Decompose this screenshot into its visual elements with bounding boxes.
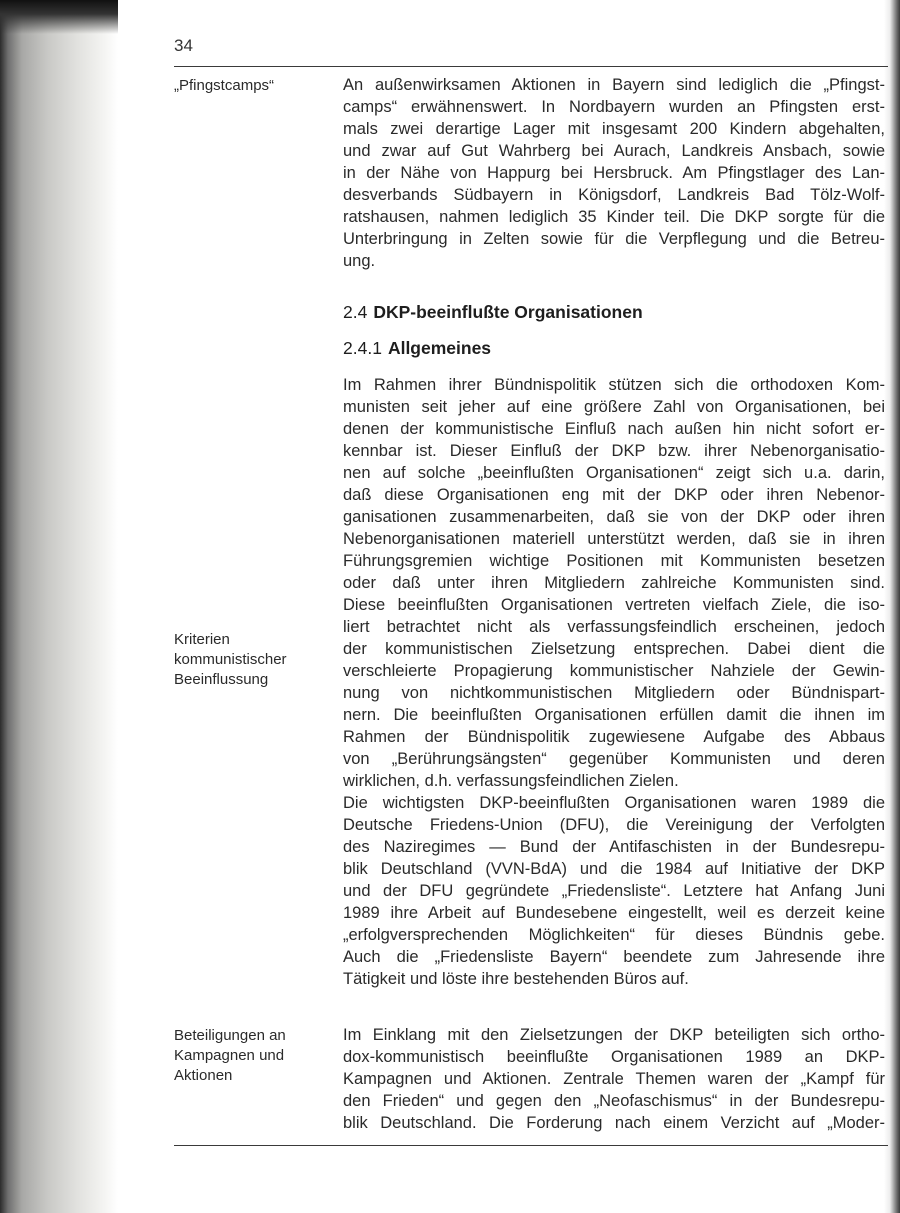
- text-line: liert betrachtet nicht als verfassungsfeindlich erscheinen, jedoch: [343, 618, 885, 636]
- text-line: An außenwirksamen Aktionen in Bayern sind lediglich die „Pfingst-: [343, 76, 885, 94]
- text-line: munisten seit jeher auf eine größere Zahl von Organisationen, bei: [343, 398, 885, 416]
- page-number: 34: [174, 36, 193, 55]
- text-line: nen auf solche „beeinflußten Organisationen“ zeigt sich u.a. darin,: [343, 464, 885, 482]
- text-line: „erfolgversprechenden Möglichkeiten“ für dieses Bündnis gebe.: [343, 926, 885, 944]
- text-line: Die wichtigsten DKP-beeinflußten Organisationen waren 1989 die: [343, 794, 885, 812]
- text-line: blik Deutschland (VVN-BdA) und die 1984 auf Initiative der DKP: [343, 860, 885, 878]
- text-line: denen der kommunistische Einfluß nach außen hin nicht sofort er-: [343, 420, 885, 438]
- paragraph-organisationen: [343, 792, 885, 990]
- section-number: 2.4.1: [343, 338, 382, 358]
- paragraph-allgemeines: [343, 374, 885, 792]
- text-line: nern. Die beeinflußten Organisationen erfüllen damit die ihnen im: [343, 706, 885, 724]
- footer-rule: [174, 1145, 888, 1146]
- margin-note-line: Kriterien: [174, 631, 230, 648]
- text-line: oder daß unter ihren Mitgliedern zahlreiche Kommunisten sind.: [343, 574, 885, 592]
- text-line: Rahmen der Bündnispolitik zugewiesene Aufgabe des Abbaus: [343, 728, 885, 746]
- text-line: Tätigkeit und löste ihre bestehenden Büros auf.: [343, 970, 689, 988]
- header-rule: [174, 66, 888, 67]
- text-line: der kommunistischen Zielsetzung entsprechen. Dabei dient die: [343, 640, 885, 658]
- margin-note-line: Beteiligungen an: [174, 1027, 286, 1044]
- margin-note-line: Kampagnen und: [174, 1047, 285, 1064]
- text-line: ung.: [343, 252, 376, 270]
- text-line: und zwar auf Gut Wahrberg bei Aurach, Landkreis Ansbach, sowie: [343, 142, 885, 160]
- text-line: daß diese Organisationen eng mit der DKP oder ihren Nebenor-: [343, 486, 885, 504]
- text-line: Im Rahmen ihrer Bündnispolitik stützen sich die orthodoxen Kom-: [343, 376, 885, 394]
- margin-note-line: Beeinflussung: [174, 671, 269, 688]
- text-line: Auch die „Friedensliste Bayern“ beendete zum Jahresende ihre: [343, 948, 885, 966]
- section-number: 2.4: [343, 302, 368, 322]
- text-line: verschleierte Propagierung kommunistischer Nahziele der Gewin-: [343, 662, 885, 680]
- paragraph-kampagnen: [343, 1024, 885, 1134]
- text-line: mals zwei derartige Lager mit insgesamt 200 Kindern abgehalten,: [343, 120, 885, 138]
- text-line: des Naziregimes — Bund der Antifaschisten in der Bundesrepu-: [343, 838, 885, 856]
- section-title: DKP-beeinflußte Organisationen: [373, 302, 643, 322]
- text-line: den Frieden“ und gegen den „Neofaschismus“ in der Bundesrepu-: [343, 1092, 885, 1110]
- margin-note-line: „Pfingstcamps“: [174, 77, 275, 94]
- text-line: Diese beeinflußten Organisationen vertreten vielfach Ziele, die iso-: [343, 596, 885, 614]
- text-line: camps“ erwähnenswert. In Nordbayern wurden an Pfingsten erst-: [343, 98, 885, 116]
- page-edge-shadow: [884, 0, 900, 1213]
- section-title: Allgemeines: [387, 338, 492, 358]
- margin-note-beteiligungen: [174, 1026, 324, 1086]
- text-line: ratshausen, nahmen lediglich 35 Kinder teil. Die DKP sorgte für die: [343, 208, 885, 226]
- section-heading-2-4-1: [343, 338, 491, 359]
- text-line: wirklichen, d.h. verfassungsfeindlichen Zielen.: [343, 772, 679, 790]
- text-line: ganisationen zusammenarbeiten, daß sie von der DKP oder ihren: [343, 508, 885, 526]
- text-line: desverbands Südbayern in Königsdorf, Landkreis Bad Tölz-Wolf-: [343, 186, 885, 204]
- text-line: kennbar ist. Dieser Einfluß der DKP bzw. ihrer Nebenorganisatio-: [343, 442, 885, 460]
- binding-top-shadow: [0, 0, 118, 34]
- text-line: nung von nichtkommunistischen Mitgliedern oder Bündnispart-: [343, 684, 885, 702]
- paragraph-pfingstcamps: [343, 74, 885, 272]
- text-line: 1989 ihre Arbeit auf Bundesebene eingestellt, weil es derzeit keine: [343, 904, 885, 922]
- text-line: Deutsche Friedens-Union (DFU), die Vereinigung der Verfolgten: [343, 816, 885, 834]
- book-binding-shadow: [0, 0, 118, 1213]
- text-line: in der Nähe von Happurg bei Hersbruck. Am Pfingstlager des Lan-: [343, 164, 885, 182]
- text-line: von „Berührungsängsten“ gegenüber Kommunisten und deren: [343, 750, 885, 768]
- text-line: und der DFU gegründete „Friedensliste“. Letztere hat Anfang Juni: [343, 882, 885, 900]
- section-heading-2-4: [343, 302, 643, 323]
- text-line: Im Einklang mit den Zielsetzungen der DKP beteiligten sich ortho-: [343, 1026, 885, 1044]
- text-line: Führungsgremien wichtige Positionen mit Kommunisten besetzen: [343, 552, 885, 570]
- text-line: dox-kommunistisch beeinflußte Organisationen 1989 an DKP-: [343, 1048, 885, 1066]
- text-line: blik Deutschland. Die Forderung nach einem Verzicht auf „Moder-: [343, 1114, 885, 1132]
- text-line: Kampagnen und Aktionen. Zentrale Themen waren der „Kampf für: [343, 1070, 885, 1088]
- text-line: Unterbringung in Zelten sowie für die Verpflegung und die Betreu-: [343, 230, 885, 248]
- margin-note-line: kommunistischer: [174, 651, 287, 668]
- margin-note-pfingstcamps: [174, 76, 324, 96]
- margin-note-line: Aktionen: [174, 1067, 233, 1084]
- margin-note-kriterien: [174, 630, 324, 690]
- text-line: Nebenorganisationen materiell unterstützt werden, daß sie in ihren: [343, 530, 885, 548]
